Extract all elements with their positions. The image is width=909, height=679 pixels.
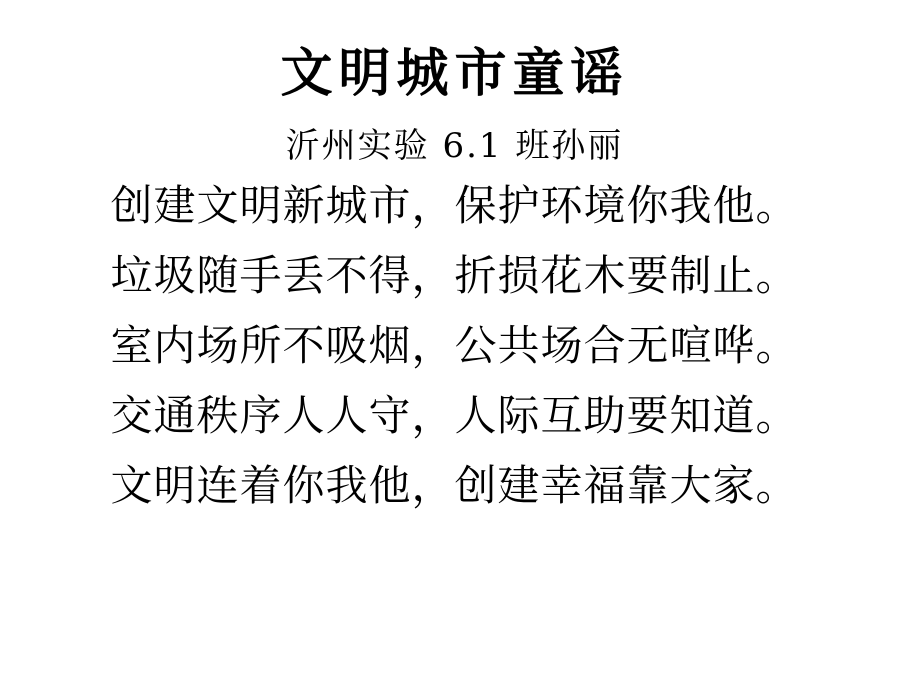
verse-list (0, 180, 909, 510)
verse-line: 垃圾随手丢不得，折损花木要制止。 (110, 250, 799, 300)
verse-line: 创建文明新城市，保护环境你我他。 (110, 180, 799, 230)
page-title: 文明城市童谣 (280, 43, 629, 104)
verse-line: 交通秩序人人守，人际互助要知道。 (110, 390, 799, 440)
verse-line: 文明连着你我他，创建幸福靠大家。 (110, 460, 799, 510)
subtitle-author: 沂州实验 6.1 班孙丽 (285, 125, 624, 166)
verse-line: 室内场所不吸烟，公共场合无喧哗。 (110, 320, 799, 370)
